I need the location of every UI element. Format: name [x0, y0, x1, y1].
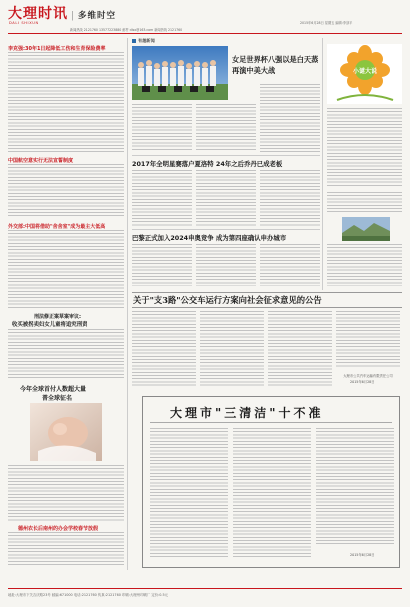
- article-body: [196, 244, 256, 286]
- regulations-title: 大理市"三清洁"十不准: [170, 406, 324, 420]
- newborn-photo: [30, 403, 102, 461]
- notice-publisher: 大理市公共汽车运输有限责任公司: [343, 374, 393, 378]
- article-title-global-l2: 普全球征名: [42, 395, 73, 402]
- divider: [150, 422, 392, 423]
- article-body: [260, 170, 320, 226]
- column-divider-left: [127, 38, 128, 570]
- article-title-womens-world-cup-l2: 再演中美大战: [232, 66, 276, 75]
- masthead-contact-strip: 新闻热线 2121760 13577223880 邮件 dlsx@163.com 新闻热线 2121760: [70, 28, 183, 32]
- article-title-global-l1: 今年全球首付人数超大量: [20, 386, 87, 393]
- section-label: 有趣新闻: [132, 38, 155, 44]
- regulations-body: [316, 428, 394, 546]
- article-title-aviation: 中国航空意实行无法宣誓制度: [8, 158, 74, 164]
- article-title-criminal-law-l1: 刑法修正案草案审议:: [34, 314, 82, 320]
- divider: [132, 292, 402, 293]
- article-body: [8, 52, 124, 152]
- article-body: [132, 170, 192, 226]
- article-title-work-injury-insurance: 李克强:30年1日起降低工伤和生育保险费率: [8, 46, 106, 52]
- article-body: [260, 84, 320, 152]
- article-body: [8, 532, 124, 566]
- masthead-rule: [8, 33, 402, 34]
- article-body: [327, 192, 402, 214]
- masthead-logo: 大理时讯 | 多维时空: [8, 6, 117, 22]
- article-body: [8, 164, 124, 218]
- notice-body: [132, 311, 196, 387]
- article-title-paris-olympic-bid: 巴黎正式加入2024申奥竞争 成为第四座确认申办城市: [132, 234, 287, 242]
- notice-body: [268, 311, 332, 387]
- regulations-body: [150, 428, 228, 558]
- article-body: [327, 244, 402, 286]
- landscape-photo: [342, 217, 390, 241]
- flower-feature-illustration: [327, 44, 402, 104]
- article-body: [196, 104, 256, 152]
- article-body: [196, 170, 256, 226]
- masthead-edition-meta: 2015年6月28日 星期五 编辑:李剑平: [300, 21, 353, 25]
- article-title-criminal-law-l2: 收买被拐卖妇女儿童将追究刑责: [12, 322, 88, 328]
- flower-feature-title: 小谜大说: [352, 68, 378, 75]
- divider: [132, 155, 320, 156]
- regulations-date: 2015年6月28日: [350, 553, 375, 557]
- column-divider-right: [322, 38, 323, 290]
- notice-body: [200, 311, 264, 387]
- article-body: [327, 108, 402, 188]
- notice-date: 2015年6月28日: [350, 380, 375, 384]
- article-body: [8, 230, 124, 308]
- divider: [132, 307, 402, 308]
- article-body: [8, 329, 124, 379]
- regulations-body: [233, 428, 311, 558]
- article-body: [132, 244, 192, 286]
- article-body: [260, 244, 320, 286]
- notice-title: 关于"支3路"公交车运行方案向社会征求意见的公告: [133, 295, 322, 305]
- footer-rule: [8, 588, 402, 589]
- notice-body: [336, 311, 400, 367]
- masthead-logo-en: DALI SHIXUN: [9, 21, 39, 25]
- article-body: [132, 104, 192, 152]
- article-title-school-holiday: 德州农长后南州的办会学校春节放假: [18, 526, 99, 532]
- article-title-womens-world-cup-l1: 女足世界杯八强以是白天蒸: [232, 55, 319, 64]
- article-body: [8, 465, 124, 521]
- article-title-foreign-ministry: 外交部:中国将借助"舍舍室"成为最主大低高: [8, 224, 106, 230]
- divider: [132, 229, 320, 230]
- football-team-photo: [132, 46, 228, 100]
- footer-info: 地址:大理市下关吉庆路23号 邮编:671000 电话:2121760 传真:2121760 印刷:大理州印刷厂 定价:0.5元: [8, 593, 169, 597]
- article-title-all-star-game: 2017年全明星赛落户夏洛特 24年之后乔丹已成老板: [132, 160, 283, 168]
- section-marker-icon: [132, 39, 136, 43]
